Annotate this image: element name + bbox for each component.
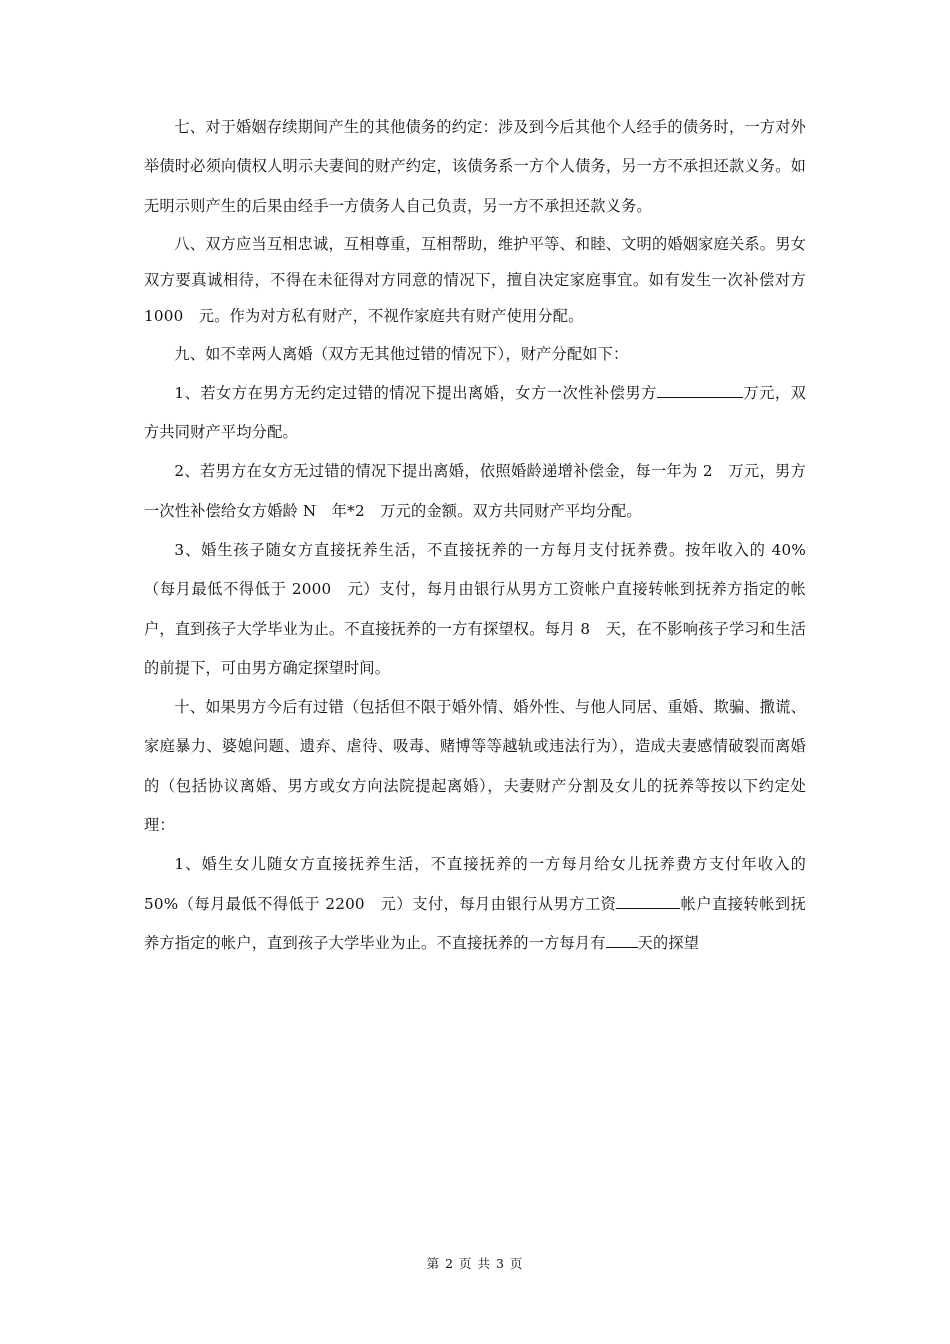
clause-9-item-1-paragraph [144,374,806,453]
clause-9-item-3-paragraph [144,531,806,688]
document-body [144,108,806,963]
blank-line [657,382,743,398]
blank-line [616,892,680,908]
clause-10-item-1-text-b: 帐户直接转帐到抚养方指定的帐户，直到孩子大学毕业为止。不直接抚养的一方每月有 [144,894,806,952]
clause-9-paragraph [144,335,806,374]
clause-9-item-2-paragraph [144,452,806,531]
clause-9-item-3-text: 3、婚生孩子随女方直接抚养生活，不直接抚养的一方每月支付抚养费。按年收入的 40%（每月最低不得低于 2000 元）支付，每月由银行从男方工资帐户直接转帐到抚养方指定的帐户，直到孩子大学毕业为止。不直接抚养的一方有探望权。每月 8 天，在不影响孩子学习和生活的前提下，可由男方确定探望时间。 [144,540,806,677]
clause-9-item-2-text: 2、若男方在女方无过错的情况下提出离婚，依照婚龄递增补偿金，每一年为 2 万元，男方一次性补偿给女方婚龄 N 年*2 万元的金额。双方共同财产平均分配。 [144,462,806,520]
clause-10-item-1-text-c: 天的探望 [637,933,700,952]
clause-9-item-1-text-a: 1、若女方在男方无约定过错的情况下提出离婚，女方一次性补偿男方 [174,383,657,402]
clause-8-paragraph [144,226,806,335]
clause-9-text: 九、如不幸两人离婚（双方无其他过错的情况下），财产分配如下： [174,344,629,363]
clause-10-item-1-text-a: 1、婚生女儿随女方直接抚养生活，不直接抚养的一方每月给女儿抚养费方支付年收入的 50%（每月最低不得低于 2200 元）支付，每月由银行从男方工资 [144,855,806,913]
clause-10-item-1-paragraph [144,845,806,963]
page-footer: 第 2 页 共 3 页 [426,1256,524,1271]
blank-line [606,932,638,948]
clause-10-paragraph [144,688,806,845]
clause-7-paragraph [144,108,806,226]
clause-7-text: 七、对于婚姻存续期间产生的其他债务的约定：涉及到今后其他个人经手的债务时，一方对外举债时必须向债权人明示夫妻间的财产约定，该债务系一方个人债务，另一方不承担还款义务。如无明示则产生的后果由经手一方债务人自己负责，另一方不承担还款义务。 [144,118,806,215]
clause-9-item-1-text-b: 万元，双方共同财产平均分配。 [144,383,806,442]
clause-10-text: 十、如果男方今后有过错（包括但不限于婚外情、婚外性、与他人同居、重婚、欺骗、撒谎、家庭暴力、婆媳问题、遗弃、虐待、吸毒、赌博等等越轨或违法行为），造成夫妻感情破裂而离婚的（包括协议离婚、男方或女方向法院提起离婚），夫妻财产分割及女儿的抚养等按以下约定处理： [144,698,806,835]
clause-8-text: 八、双方应当互相忠诚，互相尊重，互相帮助，维护平等、和睦、文明的婚姻家庭关系。男女双方要真诚相待，不得在未征得对方同意的情况下，擅自决定家庭事宜。如有发生一次补偿对方 1000 元。作为对方私有财产，不视作家庭共有财产使用分配。 [144,234,806,326]
